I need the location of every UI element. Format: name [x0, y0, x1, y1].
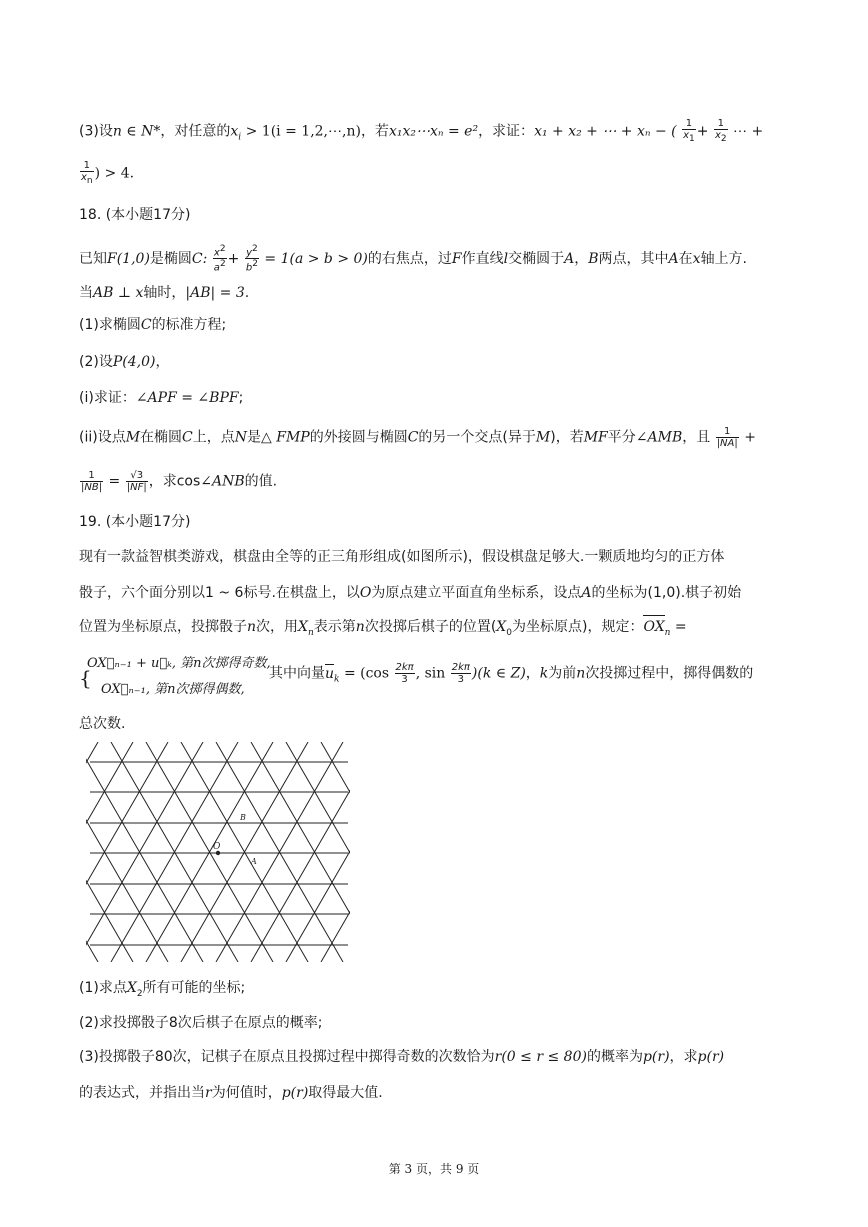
q18-sub2: (2)设P(4,0)， [79, 354, 170, 370]
page-footer: 第 3 页，共 9 页 [388, 1162, 480, 1176]
q19-line1: 现有一款益智棋类游戏，棋盘由全等的正三角形组成(如图所示)，假设棋盘足够大.一颗质地均匀的正方体 [79, 549, 725, 565]
case-odd: OX⃗ₙ₋₁ + u⃗ₖ, 第n次掷得奇数, [87, 656, 271, 671]
q18-line2: 当AB ⊥ x轴时，|AB| = 3. [79, 285, 250, 301]
left-brace: { [79, 666, 92, 690]
prev-part3-line1: (3)设n ∈ N*，对任意的$x_i > 1(i$ = 1,2,⋯,n)，若x₁x₂⋯xₙ = e²，求证：x₁ + x₂ + ⋯ + xₙ − ( $\frac{1}{x_1}$ + $\frac{1}{x_2}$ ⋯ + [79, 118, 764, 144]
q18-line1: 已知F(1,0)是椭圆C: $\frac{x^2}{a^2}$ + $\frac{y^2}{b^2}$ = 1(a > b > 0)的右焦点，过F作直线l交椭圆于A，B两点，其中A在x轴上方. [79, 244, 748, 274]
q19-sub2: (2)求投掷骰子8次后棋子在原点的概率; [79, 1015, 323, 1031]
q18-sub2-ii: (ii)设点M在椭圆C上，点N是△ FMP的外接圆与椭圆C的另一个交点(异于M)，若MF平分∠AMB，且 $\frac{1}{|NA|}$ + [79, 426, 756, 449]
q19-header: 19. (本小题17分) [79, 514, 191, 530]
frac-1-NB: $\frac{1}{|NB|}$ [81, 470, 103, 493]
q19-line5: 总次数. [79, 716, 126, 732]
q19-piecewise-rule [79, 648, 779, 704]
frac-y2-b2: $\frac{y^2}{b^2}$ [245, 244, 258, 274]
frac-x2-a2: $\frac{x^2}{a^2}$ [213, 244, 226, 274]
triangular-board-figure [86, 742, 350, 962]
q19-line3: 位置为坐标原点，投掷骰子n次，用$X_n$表示第n次投掷后棋子的位置($X_0$为坐标原点)，规定：$OX_n$ = [79, 619, 687, 638]
q18-sub2-ii-cont: $\frac{1}{|NB|}$ = $\frac{√3}{|NF|}$ ，求cos∠ANB的值. [81, 470, 278, 493]
prev-part3-line2: $\frac{1}{x_n}$ ) > 4. [81, 160, 135, 186]
vector-definition: 其中向量$u_k = (\cos$ $\frac{2k\pi}{3}$ , sin $\frac{2k\pi}{3}$ )(k ∈ Z)，k为前n次投掷过程中，掷得偶数的 [269, 662, 754, 685]
label-b: B [240, 813, 246, 822]
frac-1-xn: $\frac{1}{x_n}$ [81, 160, 93, 186]
label-o: O [213, 842, 221, 852]
q19-sub1: (1)求点$X_2$所有可能的坐标; [79, 980, 246, 999]
q19-sub3-cont: 的表达式，并指出当r为何值时，p(r)取得最大值. [79, 1085, 383, 1101]
q18-header: 18. (本小题17分) [79, 207, 191, 223]
frac-1-NA: $\frac{1}{|NA|}$ [716, 426, 738, 449]
label-a: A [251, 857, 257, 866]
q19-line2: 骰子，六个面分别以1 ~ 6标号.在棋盘上，以O为原点建立平面直角坐标系，设点A的坐标为(1,0).棋子初始 [79, 585, 742, 601]
q19-sub3: (3)投掷骰子80次，记棋子在原点且投掷过程中掷得奇数的次数恰为r(0 ≤ r ≤ 80)的概率为p(r)，求p(r) [79, 1049, 725, 1065]
q18-sub2-i: (i)求证：∠APF = ∠BPF; [79, 390, 244, 406]
frac-1-x2: $\frac{1}{x_2}$ [714, 118, 727, 144]
frac-1-x1: $\frac{1}{x_1}$ [683, 118, 695, 144]
q18-sub1: (1)求椭圆C的标准方程; [79, 317, 227, 333]
case-even: OX⃗ₙ₋₁, 第n次掷得偶数, [101, 682, 245, 697]
frac-sqrt3-NF: $\frac{√3}{|NF|}$ [126, 470, 147, 493]
